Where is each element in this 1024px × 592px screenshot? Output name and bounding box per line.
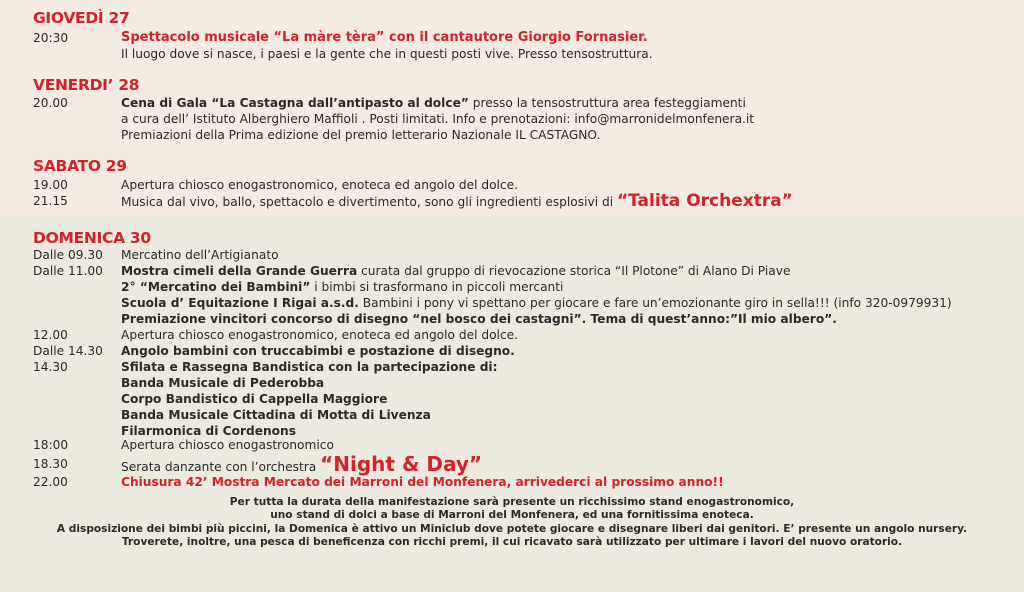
event-time: 20.00 bbox=[33, 96, 68, 110]
band-name: Corpo Bandistico di Cappella Maggiore bbox=[121, 392, 388, 406]
event-title: Chiusura 42’ Mostra Mercato dei Marroni del Monfenera, arrivederci al prossimo anno!! bbox=[121, 475, 724, 489]
event-time: 20:30 bbox=[33, 31, 69, 45]
event-time: 21.15 bbox=[33, 194, 68, 208]
event-title: Cena di Gala “La Castagna dall’antipasto al dolce” bbox=[121, 96, 469, 110]
event-title: Scuola d’ Equitazione I Rigai a.s.d. bbox=[121, 296, 359, 310]
event-title: Angolo bambini con truccabimbi e postazione di disegno. bbox=[121, 344, 515, 358]
event-time: 14.30 bbox=[33, 360, 68, 374]
event-description: Apertura chiosco enogastronomico, enoteca ed angolo del dolce. bbox=[121, 328, 518, 342]
event-time: Dalle 09.30 bbox=[33, 248, 103, 262]
event-description: Serata danzante con l’orchestra bbox=[121, 460, 321, 474]
event-description: presso la tensostruttura area festeggiamenti bbox=[468, 96, 746, 110]
event-title: Mostra cimeli della Grande Guerra bbox=[121, 264, 358, 278]
band-name: “Talita Orchextra” bbox=[616, 191, 793, 211]
event-title: Premiazione vincitori concorso di disegno “nel bosco dei castagni”. Tema di quest’anno:”Il mio albero”. bbox=[121, 312, 837, 326]
day-heading-sabato: SABATO 29 bbox=[33, 157, 127, 175]
day-heading-domenica: DOMENICA 30 bbox=[33, 229, 151, 247]
event-time: 22.00 bbox=[33, 475, 68, 489]
event-title: Sfilata e Rassegna Bandistica con la partecipazione di: bbox=[121, 360, 498, 374]
band-name: Banda Musicale Cittadina di Motta di Livenza bbox=[121, 408, 431, 422]
event-description: a cura dell’ Istituto Alberghiero Maffioli . Posti limitati. Info e prenotazioni: info@marronidelmonfenera.it bbox=[121, 112, 755, 126]
band-name: Filarmonica di Cordenons bbox=[121, 424, 296, 438]
event-title: Spettacolo musicale “La màre tèra” con il cantautore Giorgio Fornasier. bbox=[121, 30, 648, 45]
event-description: Premiazioni della Prima edizione del premio letterario Nazionale IL CASTAGNO. bbox=[121, 128, 601, 142]
event-description: Musica dal vivo, ballo, spettacolo e divertimento, sono gli ingredienti esplosivi di bbox=[121, 195, 617, 209]
event-title: 2° “Mercatino dei Bambini” bbox=[121, 280, 311, 294]
event-time: Dalle 11.00 bbox=[33, 264, 103, 278]
event-description: i bimbi si trasformano in piccoli mercanti bbox=[310, 280, 564, 294]
event-description: Il luogo dove si nasce, i paesi e la gente che in questi posti vive. Presso tensostruttura. bbox=[121, 47, 653, 61]
footer-line: Per tutta la durata della manifestazione sarà presente un ricchissimo stand enogastronomico, bbox=[229, 496, 795, 508]
event-time: Dalle 14.30 bbox=[33, 344, 103, 358]
event-time: 12.00 bbox=[33, 328, 68, 342]
band-name: Banda Musicale di Pederobba bbox=[121, 376, 325, 390]
event-description: Apertura chiosco enogastronomico, enoteca ed angolo del dolce. bbox=[121, 178, 518, 192]
footer-notes bbox=[0, 496, 1024, 549]
footer-line: A disposizione dei bimbi più piccini, la Domenica è attivo un Miniclub dove potete giocare e disegnare liberi dai genitori. E’ presente un angolo nursery. bbox=[56, 522, 968, 535]
event-description: Apertura chiosco enogastronomico bbox=[121, 438, 334, 452]
event-description: curata dal gruppo di rievocazione storica “Il Plotone” di Alano Di Piave bbox=[357, 264, 791, 278]
day-heading-giovedi: GIOVEDÌ 27 bbox=[33, 9, 130, 27]
event-time: 18:00 bbox=[33, 438, 69, 452]
day-heading-venerdi: VENERDI’ 28 bbox=[33, 76, 140, 94]
event-time: 18.30 bbox=[33, 457, 68, 471]
footer-line: uno stand di dolci a base di Marroni del Monfenera, ed una fornitissima enoteca. bbox=[270, 509, 754, 522]
footer-line: Troverete, inoltre, una pesca di beneficenza con ricchi premi, il cui ricavato sarà utilizzato per ultimare i lavori del nuovo oratorio. bbox=[121, 535, 903, 548]
event-time: 19.00 bbox=[33, 178, 68, 192]
event-description: Mercatino dell’Artigianato bbox=[121, 248, 279, 262]
band-name: “Night & Day” bbox=[320, 452, 483, 476]
event-description: Bambini i pony vi spettano per giocare e fare un’emozionante giro in sella!!! (info 320-0979931) bbox=[358, 296, 952, 310]
